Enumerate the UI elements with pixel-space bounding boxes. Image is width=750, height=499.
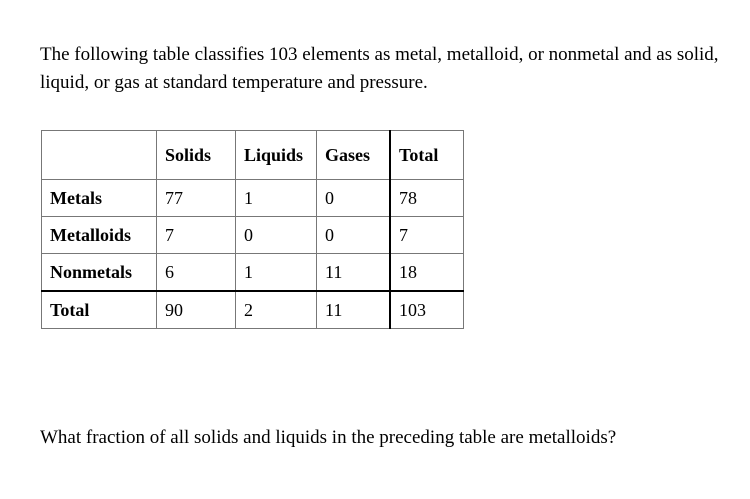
header-total: Total — [390, 131, 464, 180]
cell-solids: 6 — [157, 254, 236, 292]
row-label: Metalloids — [42, 217, 157, 254]
cell-gases: 0 — [317, 217, 391, 254]
cell-total: 7 — [390, 217, 464, 254]
header-liquids: Liquids — [236, 131, 317, 180]
question-text: What fraction of all solids and liquids in the preceding table are metalloids? — [40, 427, 617, 448]
table-row-metals — [42, 180, 464, 217]
table-row-nonmetals — [42, 254, 464, 292]
row-label: Nonmetals — [42, 254, 157, 292]
header-corner — [42, 131, 157, 180]
header-solids: Solids — [157, 131, 236, 180]
cell-total: 78 — [390, 180, 464, 217]
cell-gases: 0 — [317, 180, 391, 217]
cell-total: 18 — [390, 254, 464, 292]
row-label: Metals — [42, 180, 157, 217]
table-row-metalloids — [42, 217, 464, 254]
element-classification-table — [41, 130, 464, 329]
intro-paragraph: The following table classifies 103 elements as metal, metalloid, or nonmetal and as solid, liquid, or gas at standard temperature and pressure. — [40, 44, 719, 93]
cell-solids: 7 — [157, 217, 236, 254]
cell-solids: 77 — [157, 180, 236, 217]
row-label: Total — [42, 291, 157, 329]
table-row-total — [42, 291, 464, 329]
cell-liquids: 1 — [236, 180, 317, 217]
header-gases: Gases — [317, 131, 391, 180]
cell-liquids: 2 — [236, 291, 317, 329]
cell-liquids: 1 — [236, 254, 317, 292]
cell-gases: 11 — [317, 254, 391, 292]
table-header-row — [42, 131, 464, 180]
cell-solids: 90 — [157, 291, 236, 329]
cell-gases: 11 — [317, 291, 391, 329]
cell-liquids: 0 — [236, 217, 317, 254]
cell-total: 103 — [390, 291, 464, 329]
